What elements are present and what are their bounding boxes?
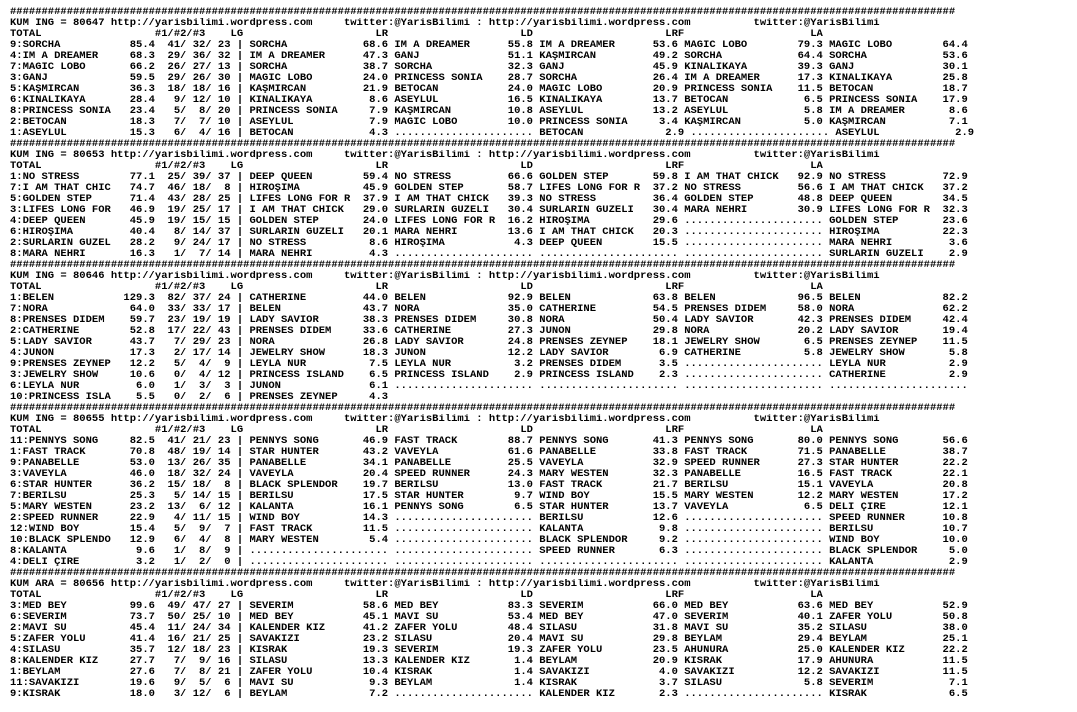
- table-row: 8:KALENDER KIZ 27.7 7/ 9/ 16 | SILASU 13.3 KALENDER KIZ 1.4 BEYLAM 20.9 KISRAK 17.9 AHUNURA 11.5: [10, 656, 968, 667]
- table-row: 7:MAGIC LOBO 66.2 26/ 27/ 13 | SORCHA 38.7 SORCHA 32.3 GANJ 45.9 KINALIKAYA 39.3 GANJ 30.1: [10, 62, 968, 73]
- race-header-line: KUM ING = 80653 http://yarisbilimi.wordpress.com twitter:@YarisBilimi : http://yarisbilimi.wordpress.com twitter:@YarisBilimi: [10, 150, 880, 161]
- table-row: 6:STAR HUNTER 36.2 15/ 18/ 8 | BLACK SPLENDOR 19.7 BERİLSU 13.0 FAST TRACK 21.7 BERİLSU 15.1 VAVEYLA 20.8: [10, 480, 968, 491]
- separator-line: ######################################################################################################################################################: [10, 7, 956, 18]
- table-row: 10:PRINCESS ISLA 5.5 0/ 2/ 6 | PRENSES ZEYNEP 4.3: [10, 392, 389, 403]
- race-header-line: KUM ING = 80655 http://yarisbilimi.wordpress.com twitter:@YarisBilimi : http://yarisbilimi.wordpress.com twitter:@YarisBilimi: [10, 414, 880, 425]
- race-block: [10, 403, 1070, 568]
- table-row: 9:PANABELLE 53.0 13/ 26/ 35 | PANABELLE 34.1 PANABELLE 25.5 VAVEYLA 32.9 SPEED RUNNER 27.3 STAR HUNTER 22.2: [10, 458, 968, 469]
- column-header-line: TOTAL #1/#2/#3 LG LR LD LRF LA: [10, 425, 823, 436]
- table-row: 4:SILASU 35.7 12/ 18/ 23 | KISRAK 19.3 SEVERİM 19.3 ZAFER YOLU 23.5 AHUNURA 25.0 KALENDER KIZ 22.2: [10, 645, 968, 656]
- table-row: 2:SURLARIN GÜZEL 28.2 9/ 24/ 17 | NO STRESS 8.6 HİROŞİMA 4.3 DEEP QUEEN 15.5 ...................... MARA NEHRİ 3.6: [10, 238, 968, 249]
- race-block: [10, 7, 1070, 139]
- table-row: 12:WIND BOY 15.4 5/ 9/ 7 | FAST TRACK 11.5 ...................... KALANTA 9.8 ...................... BERİLSU 10.7: [10, 524, 968, 535]
- separator-line: ######################################################################################################################################################: [10, 260, 956, 271]
- column-header-line: TOTAL #1/#2/#3 LG LR LD LRF LA: [10, 590, 823, 601]
- table-row: 5:KAŞMIRCAN 36.3 18/ 18/ 16 | KAŞMIRCAN 21.9 BETOCAN 24.0 MAGIC LOBO 20.9 PRINCESS SONIA 11.5 BETOCAN 18.7: [10, 84, 968, 95]
- table-row: 11:PENNYS SONG 82.5 41/ 21/ 23 | PENNYS SONG 46.9 FAST TRACK 88.7 PENNYS SONG 41.3 PENNYS SONG 80.0 PENNYS SONG 56.6: [10, 436, 968, 447]
- table-row: 9:KISRAK 18.0 3/ 12/ 6 | BEYLAM 7.2 ...................... KALENDER KIZ 2.3 ...................... KISRAK 6.5: [10, 689, 968, 700]
- table-row: 1:BEYLAM 27.6 7/ 8/ 21 | ZAFER YOLU 10.4 KISRAK 1.4 SAVAKIZI 4.0 SAVAKIZI 12.2 SAVAKIZI 11.5: [10, 667, 968, 678]
- table-row: 10:BLACK SPLENDO 12.9 6/ 4/ 8 | MARY WESTEN 5.4 ...................... BLACK SPLENDOR 9.2 ...................... WIND BOY 10.0: [10, 535, 968, 546]
- table-row: 1:BELEN 129.3 82/ 37/ 24 | CATHERINE 44.0 BELEN 92.9 BELEN 63.8 BELEN 96.5 BELEN 82.2: [10, 293, 968, 304]
- table-row: 9:PRENSES ZEYNEP 12.2 5/ 4/ 9 | LEYLA NUR 7.5 LEYLA NUR 3.2 PRENSES DİDEM 3.5 ...................... LEYLA NUR 2.9: [10, 359, 968, 370]
- table-row: 1:ASEYLÜL 15.3 6/ 4/ 16 | BETOCAN 4.3 ...................... BETOCAN 2.9 ...................... ASEYLÜL 2.9: [10, 128, 975, 139]
- race-statistics-document: [10, 7, 1070, 700]
- table-row: 4:IM A DREAMER 68.3 29/ 36/ 32 | IM A DREAMER 47.3 GANJ 51.1 KAŞMIRCAN 49.2 SORCHA 64.4 SORCHA 53.6: [10, 51, 968, 62]
- table-row: 6:HİROŞİMA 40.4 8/ 14/ 37 | SURLARIN GÜZELİ 20.1 MARA NEHRİ 13.6 I AM THAT CHICK 20.3 ...................... HİROŞİMA 22.3: [10, 227, 968, 238]
- separator-line: ######################################################################################################################################################: [10, 403, 956, 414]
- table-row: 8:PRENSES DİDEM 59.7 23/ 19/ 19 | LADY SAVIOR 38.3 PRENSES DİDEM 30.8 NORA 50.4 LADY SAVIOR 42.3 PRENSES DİDEM 42.4: [10, 315, 968, 326]
- table-row: 4:DEEP QUEEN 45.9 19/ 15/ 15 | GOLDEN STEP 24.0 LIFES LONG FOR R 16.2 HİROŞİMA 29.6 ...................... GOLDEN STEP 23.6: [10, 216, 968, 227]
- race-header-line: KUM ING = 80647 http://yarisbilimi.wordpress.com twitter:@YarisBilimi : http://yarisbilimi.wordpress.com twitter:@YarisBilimi: [10, 18, 880, 29]
- table-row: 2:BETOCAN 18.3 7/ 7/ 10 | ASEYLÜL 7.9 MAGIC LOBO 10.0 PRINCESS SONIA 3.4 KAŞMIRCAN 5.0 KAŞMIRCAN 7.1: [10, 117, 968, 128]
- table-row: 4:DELİ ÇİRE 3.2 1/ 2/ 0 | ...................... ...................... ...................... ...................... KALANTA 2.9: [10, 557, 968, 568]
- separator-line: ######################################################################################################################################################: [10, 139, 956, 150]
- table-row: 3:GANJ 59.5 29/ 26/ 30 | MAGIC LOBO 24.0 PRINCESS SONIA 28.7 SORCHA 26.4 IM A DREAMER 17.3 KINALIKAYA 25.8: [10, 73, 968, 84]
- column-header-line: TOTAL #1/#2/#3 LG LR LD LRF LA: [10, 29, 823, 40]
- table-row: 6:LEYLA NUR 6.0 1/ 3/ 3 | JUNON 6.1 ...................... ...................... ...................... ......................: [10, 381, 968, 392]
- table-row: 5:GOLDEN STEP 71.4 43/ 28/ 25 | LIFES LONG FOR R 37.9 I AM THAT CHICK 39.3 NO STRESS 36.4 GOLDEN STEP 48.8 DEEP QUEEN 34.5: [10, 194, 968, 205]
- table-row: 7:BERİLSU 25.3 5/ 14/ 15 | BERİLSU 17.5 STAR HUNTER 9.7 WIND BOY 15.5 MARY WESTEN 12.2 MARY WESTEN 17.2: [10, 491, 968, 502]
- table-row: 9:SORCHA 85.4 41/ 32/ 23 | SORCHA 68.6 IM A DREAMER 55.8 IM A DREAMER 53.6 MAGIC LOBO 79.3 MAGIC LOBO 64.4: [10, 40, 968, 51]
- table-row: 3:MED BEY 99.6 49/ 47/ 27 | SEVERİM 58.6 MED BEY 83.3 SEVERİM 66.0 MED BEY 63.6 MED BEY 52.9: [10, 601, 968, 612]
- table-row: 1:FAST TRACK 70.8 48/ 19/ 14 | STAR HUNTER 43.2 VAVEYLA 61.6 PANABELLE 33.8 FAST TRACK 71.5 PANABELLE 38.7: [10, 447, 968, 458]
- table-row: 6:KINALIKAYA 28.4 9/ 12/ 10 | KINALIKAYA 8.6 ASEYLÜL 16.5 KINALIKAYA 13.7 BETOCAN 6.5 PRINCESS SONIA 17.9: [10, 95, 968, 106]
- table-row: 5:LADY SAVIOR 43.7 7/ 29/ 23 | NORA 26.8 LADY SAVIOR 24.8 PRENSES ZEYNEP 18.1 JEWELRY SHOW 6.5 PRENSES ZEYNEP 11.5: [10, 337, 968, 348]
- table-row: 4:JUNON 17.3 2/ 17/ 14 | JEWELRY SHOW 18.3 JUNON 12.2 LADY SAVIOR 6.9 CATHERINE 5.8 JEWELRY SHOW 5.8: [10, 348, 968, 359]
- column-header-line: TOTAL #1/#2/#3 LG LR LD LRF LA: [10, 161, 823, 172]
- table-row: 8:MARA NEHRİ 16.3 1/ 7/ 14 | MARA NEHRİ 4.3 ...................... ...................... ...................... SURLARIN GÜZELİ 2.9: [10, 249, 968, 260]
- table-row: 2:MAVİ SU 45.4 11/ 24/ 34 | KALENDER KIZ 41.2 ZAFER YOLU 48.4 SILASU 31.8 MAVİ SU 35.2 SILASU 38.0: [10, 623, 968, 634]
- race-block: [10, 260, 1070, 403]
- race-header-line: KUM ARA = 80656 http://yarisbilimi.wordpress.com twitter:@YarisBilimi : http://yarisbilimi.wordpress.com twitter:@YarisBilimi: [10, 579, 880, 590]
- table-row: 2:CATHERINE 52.8 17/ 22/ 43 | PRENSES DİDEM 33.6 CATHERINE 27.3 JUNON 29.8 NORA 20.2 LADY SAVIOR 19.4: [10, 326, 968, 337]
- separator-line: ######################################################################################################################################################: [10, 568, 956, 579]
- column-header-line: TOTAL #1/#2/#3 LG LR LD LRF LA: [10, 282, 823, 293]
- race-block: [10, 568, 1070, 700]
- table-row: 3:JEWELRY SHOW 10.6 0/ 4/ 12 | PRINCESS ISLAND 6.5 PRINCESS ISLAND 2.9 PRINCESS ISLAND 2.3 ...................... CATHERINE 2.9: [10, 370, 968, 381]
- table-row: 8:PRINCESS SONIA 23.4 5/ 8/ 20 | PRINCESS SONIA 7.9 KAŞMIRCAN 10.8 ASEYLÜL 13.2 ASEYLÜL 5.8 IM A DREAMER 8.6: [10, 106, 968, 117]
- table-row: 11:SAVAKIZI 19.6 9/ 5/ 6 | MAVİ SU 9.3 BEYLAM 1.4 KISRAK 3.7 SILASU 5.8 SEVERİM 7.1: [10, 678, 968, 689]
- table-row: 2:SPEED RUNNER 22.9 4/ 11/ 15 | WIND BOY 14.3 ...................... BERİLSU 12.6 ...................... SPEED RUNNER 10.8: [10, 513, 968, 524]
- table-row: 7:NORA 64.0 33/ 33/ 17 | BELEN 43.7 NORA 35.0 CATHERINE 54.5 PRENSES DİDEM 58.0 NORA 62.2: [10, 304, 968, 315]
- table-row: 5:ZAFER YOLU 41.4 16/ 21/ 25 | SAVAKIZI 23.2 SILASU 20.4 MAVİ SU 29.8 BEYLAM 29.4 BEYLAM 25.1: [10, 634, 968, 645]
- table-row: 3:VAVEYLA 46.0 18/ 32/ 24 | VAVEYLA 20.4 SPEED RUNNER 24.3 MARY WESTEN 32.3 PANABELLE 16.5 FAST TRACK 22.1: [10, 469, 968, 480]
- table-row: 8:KALANTA 9.6 1/ 8/ 9 | ...................... ...................... SPEED RUNNER 6.3 ...................... BLACK SPLENDOR 5.0: [10, 546, 968, 557]
- table-row: 1:NO STRESS 77.1 25/ 39/ 37 | DEEP QUEEN 59.4 NO STRESS 66.6 GOLDEN STEP 59.8 I AM THAT CHICK 92.9 NO STRESS 72.9: [10, 172, 968, 183]
- table-row: 6:SEVERİM 73.7 50/ 25/ 10 | MED BEY 45.1 MAVİ SU 53.4 MED BEY 47.0 SEVERİM 40.1 ZAFER YOLU 50.8: [10, 612, 968, 623]
- table-row: 7:I AM THAT CHIC 74.7 46/ 18/ 8 | HİROŞİMA 45.9 GOLDEN STEP 58.7 LIFES LONG FOR R 37.2 NO STRESS 56.6 I AM THAT CHICK 37.2: [10, 183, 968, 194]
- table-row: 3:LIFES LONG FOR 46.9 19/ 25/ 17 | I AM THAT CHICK 29.0 SURLARIN GÜZELİ 30.4 SURLARIN GÜZELİ 30.4 MARA NEHRİ 30.9 LIFES LONG FOR R 32.3: [10, 205, 968, 216]
- race-header-line: KUM ING = 80646 http://yarisbilimi.wordpress.com twitter:@YarisBilimi : http://yarisbilimi.wordpress.com twitter:@YarisBilimi: [10, 271, 880, 282]
- race-block: [10, 139, 1070, 260]
- table-row: 5:MARY WESTEN 23.2 13/ 6/ 12 | KALANTA 16.1 PENNYS SONG 6.5 STAR HUNTER 13.7 VAVEYLA 6.5 DELİ ÇİRE 12.1: [10, 502, 968, 513]
